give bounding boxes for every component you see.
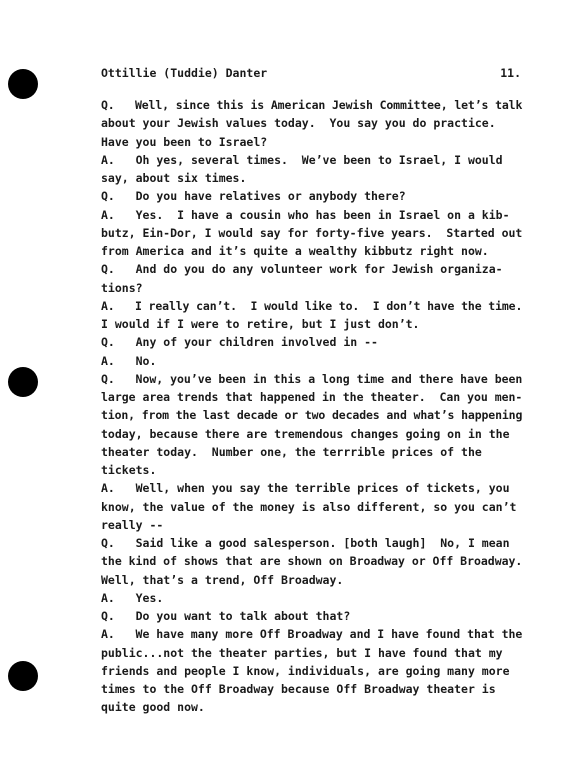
transcript-body <box>101 96 522 717</box>
interviewee-name: Ottillie (Tuddie) Danter <box>101 66 268 80</box>
transcript-line: Have you been to Israel? <box>101 134 268 149</box>
transcript-line: Q. Any of your children involved in -- <box>101 335 378 350</box>
binder-hole-bottom <box>8 661 38 691</box>
transcript-line: A. We have many more Off Broadway and I have found that the <box>101 627 523 642</box>
transcript-line: A. Yes. I have a cousin who has been in Israel on a kib- <box>101 207 510 222</box>
transcript-line: A. Oh yes, several times. We’ve been to Israel, I would <box>101 152 503 167</box>
transcript-line: tion, from the last decade or two decades and what’s happening <box>101 408 523 423</box>
transcript-line: Q. Do you have relatives or anybody there? <box>101 189 406 204</box>
transcript-line: today, because there are tremendous changes going on in the <box>101 426 510 441</box>
transcript-line: tickets. <box>101 463 157 477</box>
transcript-line: Q. Said like a good salesperson. [both laugh] No, I mean <box>101 536 510 550</box>
transcript-line: times to the Off Broadway because Off Broadway theater is <box>101 682 496 696</box>
transcript-line: Q. And do you do any volunteer work for Jewish organiza- <box>101 262 503 277</box>
transcript-line: Q. Well, since this is American Jewish Committee, let’s talk <box>101 98 523 112</box>
transcript-line: A. No. <box>101 353 157 368</box>
transcript-line: theater today. Number one, the terrrible prices of the <box>101 444 482 459</box>
transcript-line: about your Jewish values today. You say you do practice. <box>101 116 496 131</box>
transcript-line: A. I really can’t. I would like to. I don’t have the time. <box>101 298 523 313</box>
transcript-line: friends and people I know, individuals, are going many more <box>101 663 510 678</box>
transcript-line: large area trends that happened in the theater. Can you men- <box>101 390 523 404</box>
transcript-line: really -- <box>101 517 164 532</box>
transcript-line: butz, Ein-Dor, I would say for forty-five years. Started out <box>101 225 523 240</box>
transcript-line: I would if I were to retire, but I just don’t. <box>101 317 420 331</box>
transcript-line: A. Well, when you say the terrible prices of tickets, you <box>101 481 510 496</box>
transcript-line: quite good now. <box>101 700 205 715</box>
transcript-line: say, about six times. <box>101 171 247 185</box>
transcript-line: know, the value of the money is also different, so you can’t <box>101 499 517 514</box>
binder-hole-top <box>8 69 38 99</box>
transcript-line: Well, that’s a trend, Off Broadway. <box>101 572 344 587</box>
transcript-line: Q. Now, you’ve been in this a long time and there have been <box>101 371 523 386</box>
transcript-line: public...not the theater parties, but I have found that my <box>101 645 503 660</box>
transcript-line: from America and it’s quite a wealthy kibbutz right now. <box>101 244 489 258</box>
transcript-line: the kind of shows that are shown on Broadway or Off Broadway. <box>101 554 523 569</box>
transcript-line: Q. Do you want to talk about that? <box>101 609 351 623</box>
transcript-line: A. Yes. <box>101 590 164 605</box>
transcript-line: tions? <box>101 280 143 295</box>
binder-hole-middle <box>8 367 38 397</box>
page-number: 11. <box>500 66 521 80</box>
